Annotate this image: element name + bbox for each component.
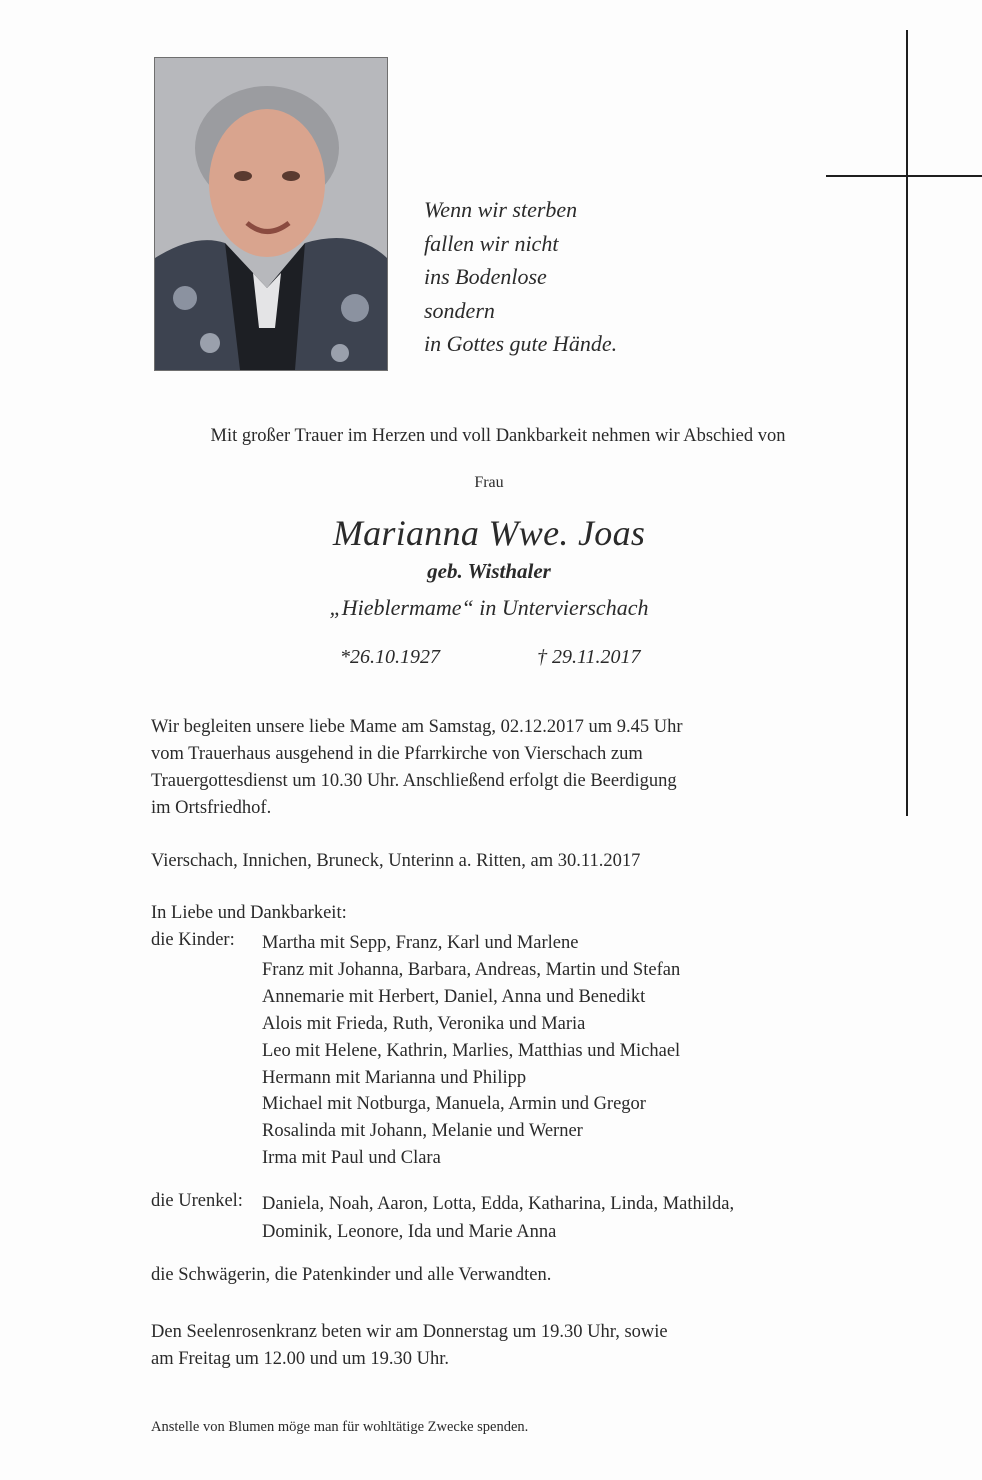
list-item: Annemarie mit Herbert, Daniel, Anna und Benedikt (262, 986, 646, 1007)
list-item: Daniela, Noah, Aaron, Lotta, Edda, Katharina, Linda, Mathilda, (262, 1194, 735, 1214)
portrait-photo (154, 57, 388, 371)
funeral-line: Trauergottesdienst um 10.30 Uhr. Anschließend erfolgt die Beerdigung (151, 771, 677, 791)
list-item: Martha mit Sepp, Franz, Karl und Marlene (262, 933, 579, 953)
list-item: Michael mit Notburga, Manuela, Armin und Gregor (262, 1094, 646, 1115)
intro-text: Mit großer Trauer im Herzen und voll Dankbarkeit nehmen wir Abschied von (210, 426, 786, 446)
list-item: Dominik, Leonore, Ida und Marie Anna (262, 1221, 557, 1242)
list-item: Hermann mit Marianna und Philipp (262, 1067, 527, 1088)
love-line: In Liebe und Dankbarkeit: (151, 903, 347, 923)
cross-horizontal-line (826, 175, 982, 177)
nickname: „Hieblermame“ in Untervierschach (329, 595, 649, 620)
poem-line: ins Bodenlose (424, 264, 547, 289)
salutation: Frau (474, 474, 504, 491)
funeral-line: im Ortsfriedhof. (151, 798, 272, 818)
rosary-paragraph (151, 1319, 851, 1373)
children-label: die Kinder: (151, 930, 235, 950)
birth-name: geb. Wisthaler (427, 559, 551, 583)
funeral-paragraph (151, 714, 851, 822)
place-date-text: Vierschach, Innichen, Bruneck, Unterinn a. Ritten, am 30.11.2017 (151, 851, 641, 871)
place-date (151, 848, 851, 875)
birth-date: *26.10.1927 (340, 646, 440, 668)
list-item: Alois mit Frieda, Ruth, Veronika und Maria (262, 1013, 586, 1034)
great-grandchildren-label: die Urenkel: (151, 1191, 243, 1211)
rosary-line: am Freitag um 12.00 und um 19.30 Uhr. (151, 1349, 450, 1369)
list-item: Leo mit Helene, Kathrin, Marlies, Matthias und Michael (262, 1040, 681, 1061)
list-item: Franz mit Johanna, Barbara, Andreas, Martin und Stefan (262, 959, 681, 980)
deceased-name: Marianna Wwe. Joas (332, 513, 646, 553)
footer-note: Anstelle von Blumen möge man für wohltätige Zwecke spenden. (151, 1419, 529, 1435)
poem-line: in Gottes gute Hände. (424, 331, 618, 356)
poem (424, 193, 744, 361)
rosary-line: Den Seelenrosenkranz beten wir am Donnerstag um 19.30 Uhr, sowie (151, 1322, 668, 1342)
poem-line: fallen wir nicht (424, 230, 559, 256)
poem-line: sondern (424, 297, 495, 323)
relatives-line: die Schwägerin, die Patenkinder und alle Verwandten. (151, 1265, 552, 1285)
great-grandchildren-list (262, 1191, 734, 1246)
list-item: Irma mit Paul und Clara (262, 1148, 441, 1169)
poem-line: Wenn wir sterben (424, 197, 578, 222)
list-item: Rosalinda mit Johann, Melanie und Werner (262, 1121, 583, 1142)
cross-vertical-line (906, 30, 908, 816)
death-date: † 29.11.2017 (537, 646, 641, 668)
children-list (262, 930, 680, 1172)
portrait-image (155, 58, 387, 370)
funeral-line: Wir begleiten unsere liebe Mame am Samstag, 02.12.2017 um 9.45 Uhr (151, 717, 683, 737)
funeral-line: vom Trauerhaus ausgehend in die Pfarrkirche von Vierschach zum (151, 744, 643, 764)
